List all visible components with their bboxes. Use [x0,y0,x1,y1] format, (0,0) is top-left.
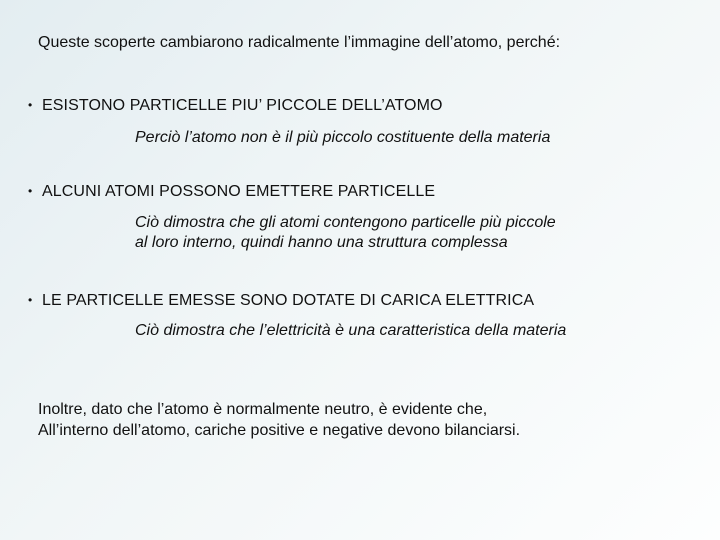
bullet-icon: • [28,293,33,307]
explanation-line: Perciò l’atomo non è il più piccolo costituente della materia [135,129,551,146]
bullet-point-1 [28,95,443,116]
bullet-explanation-3 [135,321,566,341]
intro-text: Queste scoperte cambiarono radicalmente l’immagine dell’atomo, perché: [38,34,561,51]
bullet-headline: LE PARTICELLE EMESSE SONO DOTATE DI CARICA ELETTRICA [42,292,535,309]
bullet-point-3 [28,290,534,311]
explanation-line: Ciò dimostra che gli atomi contengono particelle più piccole [135,214,556,231]
bullet-headline: ESISTONO PARTICELLE PIU’ PICCOLE DELL’ATOMO [42,97,443,114]
bullet-icon: • [28,98,33,112]
bullet-explanation-2 [135,213,556,253]
bullet-icon: • [28,184,33,198]
conclusion-line: All’interno dell’atomo, cariche positive e negative devono bilanciarsi. [38,422,521,439]
bullet-point-2 [28,181,435,202]
explanation-line: al loro interno, quindi hanno una struttura complessa [135,234,508,251]
conclusion-line: Inoltre, dato che l’atomo è normalmente neutro, è evidente che, [38,401,488,418]
bullet-explanation-1 [135,128,550,148]
explanation-line: Ciò dimostra che l’elettricità è una caratteristica della materia [135,322,567,339]
bullet-headline: ALCUNI ATOMI POSSONO EMETTERE PARTICELLE [42,183,436,200]
conclusion-text [38,399,520,441]
